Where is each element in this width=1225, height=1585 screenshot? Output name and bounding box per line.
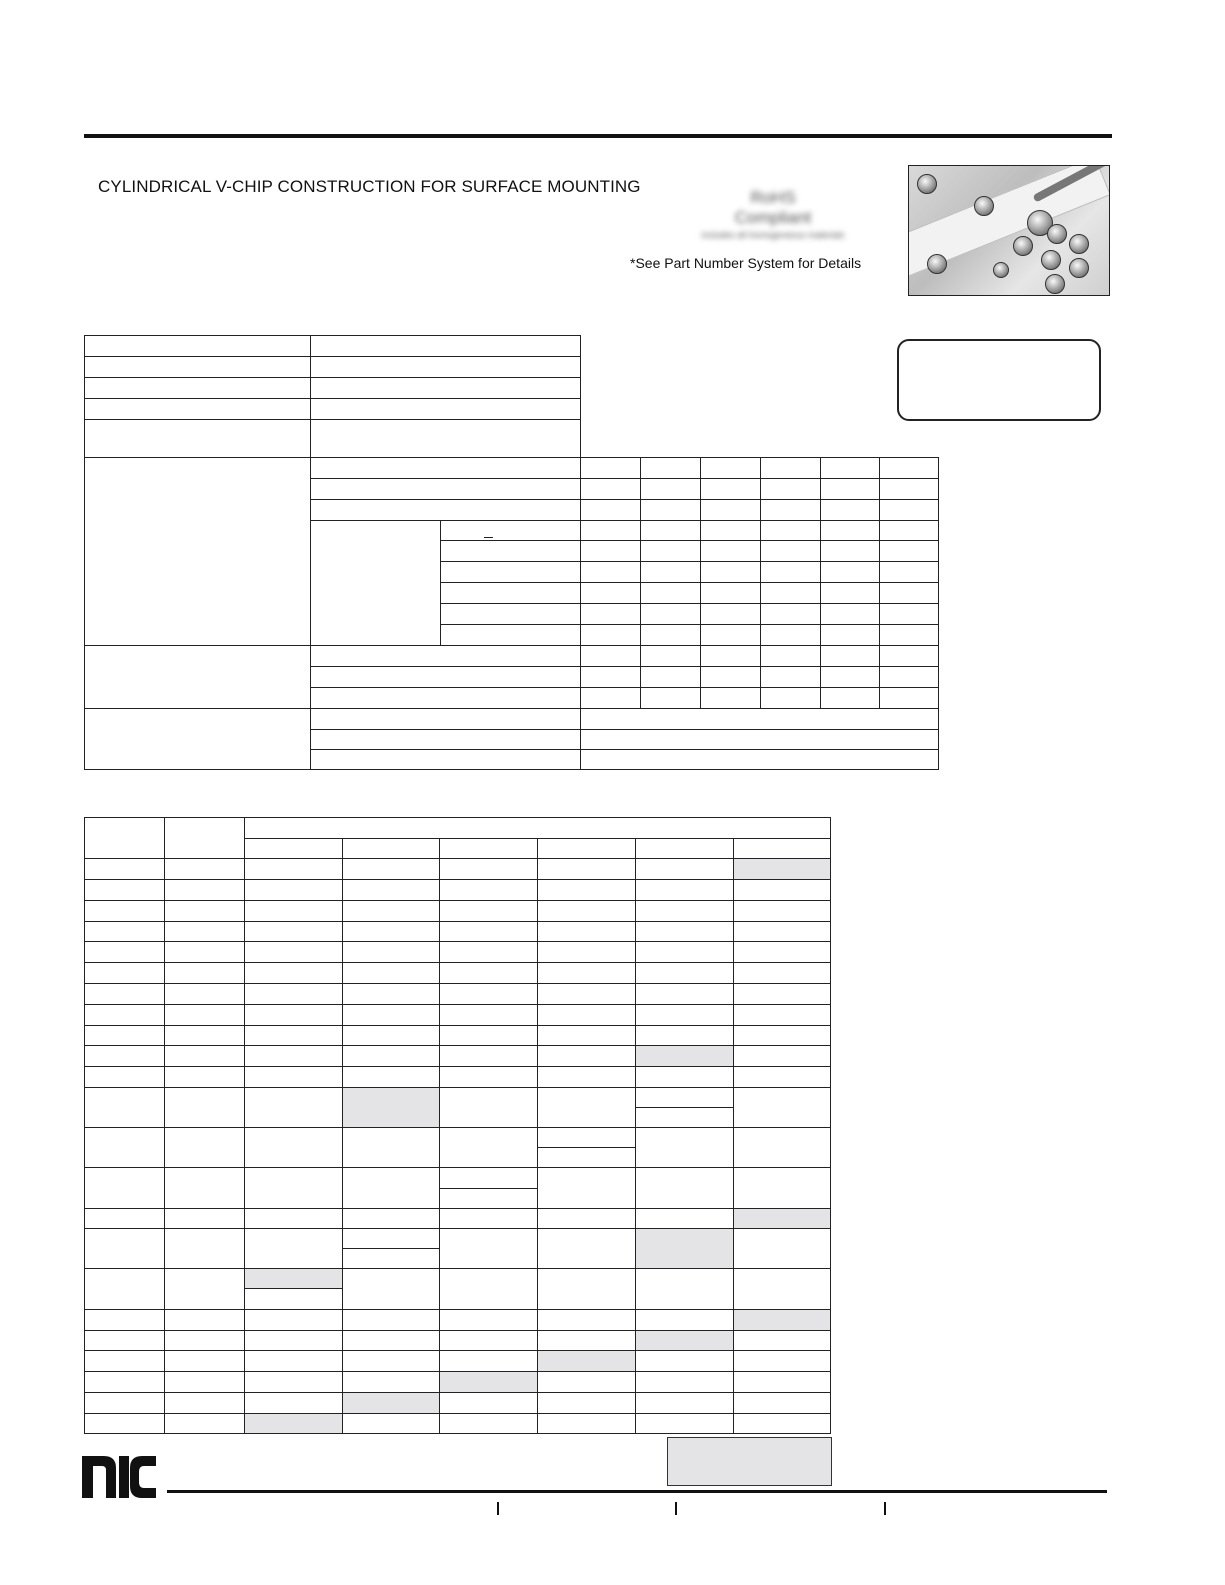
table-rule — [84, 962, 831, 963]
capacitor-image — [1069, 234, 1089, 254]
table-rule — [84, 1350, 831, 1351]
page-title: CYLINDRICAL V-CHIP CONSTRUCTION FOR SURFACE MOUNTING — [98, 177, 641, 196]
table-rule — [640, 457, 641, 708]
table-rule — [84, 1087, 831, 1088]
table-rule — [938, 457, 939, 770]
table-rule — [310, 499, 939, 500]
table-rule — [537, 1147, 636, 1148]
less-equal-mark — [484, 537, 493, 538]
capacitor-image — [993, 262, 1009, 278]
table-rule — [440, 603, 939, 604]
table-cell-shaded — [734, 1209, 830, 1228]
rohs-line-3: includes all homogeneous materials — [701, 230, 845, 240]
table-rule — [439, 838, 440, 1434]
table-rule — [84, 900, 831, 901]
table-rule — [310, 729, 939, 730]
table-rule — [820, 457, 821, 708]
footer-rule — [167, 1490, 1107, 1493]
table-rule — [84, 1127, 831, 1128]
table-rule — [84, 1433, 831, 1434]
header-rule — [84, 134, 1112, 138]
table-rule — [244, 838, 831, 839]
part-number-note: *See Part Number System for Details — [630, 255, 862, 271]
table-cell-shaded — [636, 1046, 733, 1066]
table-rule — [84, 817, 831, 818]
table-rule — [84, 1208, 831, 1209]
rohs-line-1: RoHS — [750, 188, 796, 207]
table-rule — [830, 817, 831, 1434]
rohs-line-2: Compliant — [734, 208, 812, 227]
capacitor-image — [1013, 236, 1033, 256]
table-rule — [244, 1288, 343, 1289]
footer-divider — [675, 1502, 677, 1515]
table-rule — [84, 1392, 831, 1393]
table-rule — [164, 817, 165, 1434]
capacitor-image — [927, 254, 947, 274]
table-rule — [580, 457, 581, 770]
rohs-mark — [668, 188, 878, 240]
product-photo — [908, 165, 1110, 296]
table-rule — [760, 457, 761, 708]
table-rule — [84, 1004, 831, 1005]
table-rule — [440, 540, 939, 541]
table-rule — [635, 1107, 734, 1108]
table-rule — [310, 478, 939, 479]
table-rule — [84, 1066, 831, 1067]
table-cell-shaded — [636, 1229, 733, 1268]
table-rule — [84, 1268, 831, 1269]
table-rule — [84, 1167, 831, 1168]
capacitor-image — [917, 174, 937, 194]
table-rule — [84, 858, 831, 859]
table-rule — [84, 921, 831, 922]
table-rule — [342, 1248, 440, 1249]
table-rule — [84, 1025, 831, 1026]
table-cell-shaded — [734, 1310, 830, 1330]
footer-divider — [884, 1502, 886, 1515]
table-rule — [84, 419, 581, 420]
table-rule — [440, 561, 939, 562]
table-cell-shaded — [343, 1393, 439, 1413]
capacitor-image — [1045, 274, 1065, 294]
table-rule — [84, 983, 831, 984]
table-rule — [84, 769, 939, 770]
table-cell-shaded — [343, 1088, 439, 1127]
table-rule — [84, 335, 581, 336]
table-rule — [84, 1228, 831, 1229]
table-rule — [310, 335, 311, 770]
table-rule — [84, 879, 831, 880]
capacitor-image — [974, 196, 994, 216]
table-rule — [310, 687, 939, 688]
table-cell-shaded — [245, 1414, 342, 1433]
footer-note-box — [667, 1437, 832, 1486]
table-rule — [537, 838, 538, 1434]
table-cell-shaded — [636, 1331, 733, 1350]
company-logo — [82, 1452, 156, 1498]
table-rule — [310, 666, 939, 667]
capacitor-image — [1041, 250, 1061, 270]
capacitor-image — [1069, 258, 1089, 278]
table-rule — [879, 457, 880, 708]
capacitor-image — [1047, 224, 1067, 244]
table-rule — [84, 1330, 831, 1331]
table-rule — [440, 624, 939, 625]
table-rule — [635, 838, 636, 1434]
table-rule — [84, 398, 581, 399]
table-rule — [84, 457, 939, 458]
table-rule — [440, 582, 939, 583]
table-rule — [84, 335, 85, 770]
callout-box — [897, 339, 1101, 421]
table-rule — [733, 838, 734, 1434]
table-cell-shaded — [734, 859, 830, 879]
table-rule — [84, 356, 581, 357]
table-rule — [84, 1045, 831, 1046]
table-rule — [84, 377, 581, 378]
table-rule — [84, 1371, 831, 1372]
table-rule — [84, 1309, 831, 1310]
table-rule — [84, 708, 939, 709]
table-rule — [84, 817, 85, 1434]
table-cell-shaded — [440, 1372, 537, 1392]
table-rule — [439, 1188, 538, 1189]
table-rule — [244, 817, 245, 1434]
table-rule — [310, 749, 939, 750]
table-cell-shaded — [538, 1351, 635, 1371]
table-cell-shaded — [245, 1269, 342, 1288]
table-rule — [84, 941, 831, 942]
table-rule — [440, 520, 441, 645]
table-rule — [342, 838, 343, 1434]
table-rule — [310, 520, 939, 521]
table-rule — [84, 1413, 831, 1414]
table-rule — [700, 457, 701, 708]
table-rule — [84, 645, 939, 646]
footer-divider — [497, 1502, 499, 1515]
table-rule — [580, 335, 581, 457]
